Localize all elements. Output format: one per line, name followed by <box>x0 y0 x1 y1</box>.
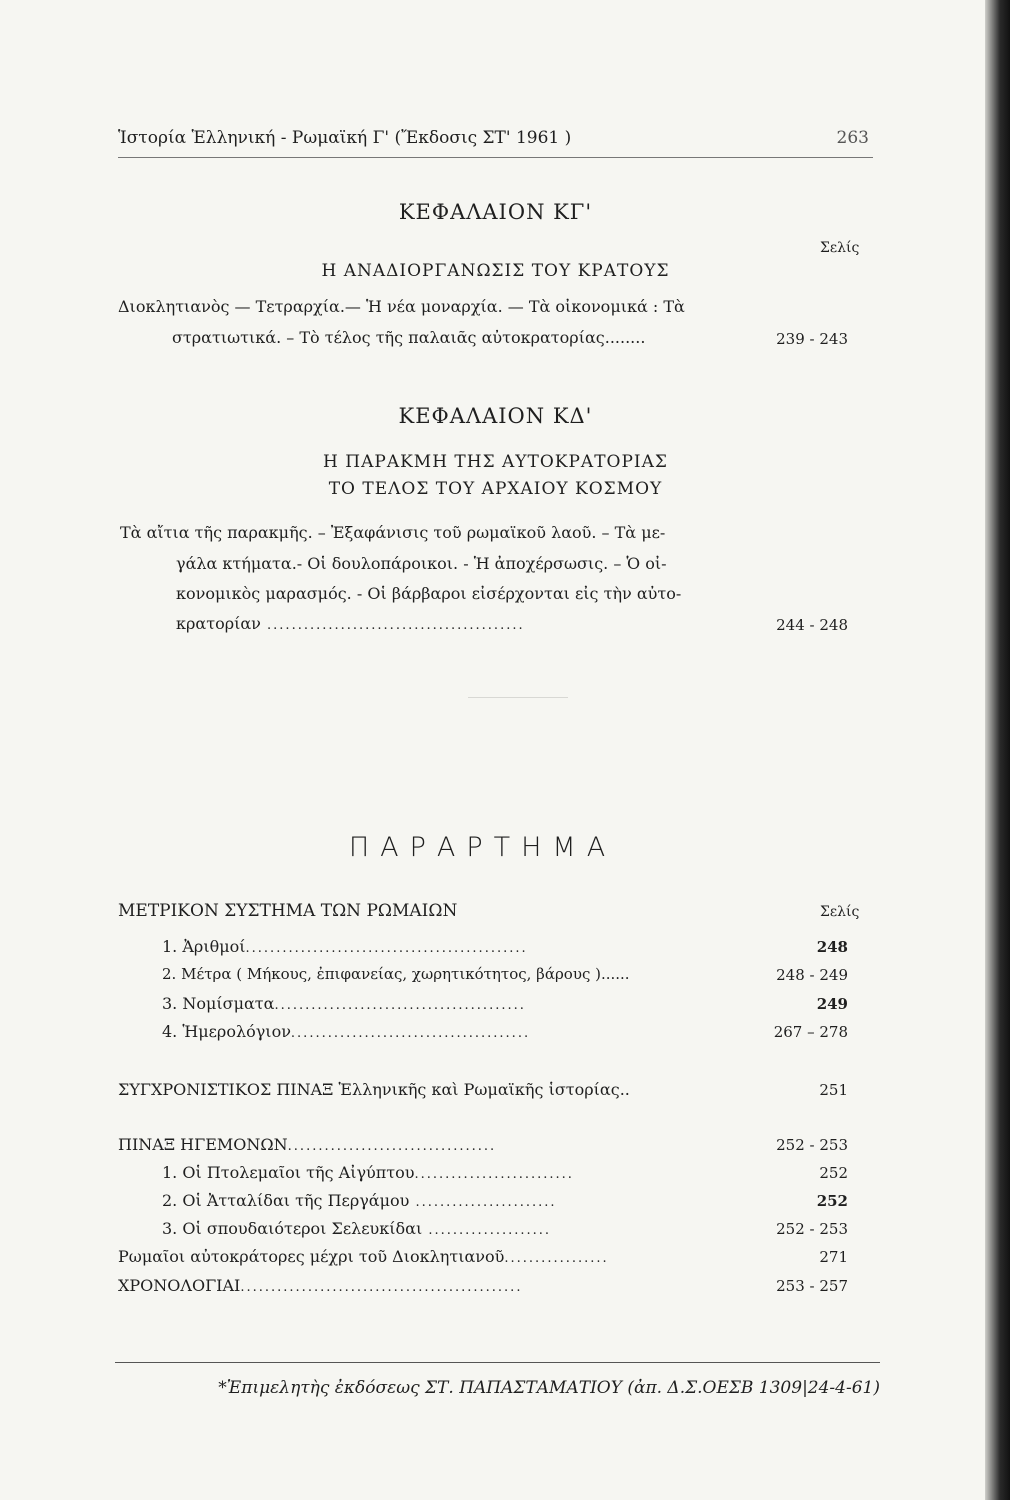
chapter-kd-heading: ΚΕΦΑΛΑΙΟΝ ΚΔ' <box>398 404 593 428</box>
metric-item-2: 2. Μέτρα ( Μήκους, ἐπιφανείας, χωρητικότητος, βάρους )...... <box>162 965 630 983</box>
metric-item-2-pages: 248 - 249 <box>776 966 848 984</box>
chronology-pages: 253 - 257 <box>776 1277 848 1295</box>
metric-item-1-pages: 248 <box>816 938 848 956</box>
running-header <box>118 128 873 148</box>
metric-title: ΜΕΤΡΙΚΟΝ ΣΥΣΤΗΜΑ ΤΩΝ ΡΩΜΑΙΩΝ <box>118 901 458 921</box>
page-edge-shadow <box>985 0 1010 1500</box>
rulers-item-2-pages: 252 <box>816 1192 848 1210</box>
chapter-kg-line-2: στρατιωτικά. – Τὸ τέλος τῆς παλαιᾶς αὐτοκρατορίας........ <box>172 328 646 347</box>
metric-item-3-pages: 249 <box>816 995 848 1013</box>
chapter-kg-heading: ΚΕΦΑΛΑΙΟΝ ΚΓ' <box>398 200 593 224</box>
chapter-kd-line-1: Τὰ αἴτια τῆς παρακμῆς. – Ἐξαφάνισις τοῦ ρωμαϊκοῦ λαοῦ. – Τὰ με- <box>120 523 666 542</box>
chapter-kg-pages-label: Σελίς <box>820 240 860 256</box>
rulers-item-3: 3. Οἱ σπουδαιότεροι Σελευκίδαι .................... <box>162 1219 552 1238</box>
rulers-item-3-pages: 252 - 253 <box>776 1220 848 1238</box>
chapter-kd-line-3: κονομικὸς μαρασμός. - Οἱ βάρβαροι εἰσέρχονται εἰς τὴν αὐτο- <box>176 584 682 603</box>
emperors-pages: 271 <box>819 1248 848 1266</box>
header-title: Ἱστορία Ἑλληνική - Ρωμαϊκή Γ' (Ἔκδοσις ΣΤ' 1961 ) <box>118 128 572 148</box>
chapter-kd-title-2: ΤΟ ΤΕΛΟΣ ΤΟΥ ΑΡΧΑΙΟΥ ΚΟΣΜΟΥ <box>328 479 663 499</box>
chapter-kg-title: Η ΑΝΑΔΙΟΡΓΑΝΩΣΙΣ ΤΟΥ ΚΡΑΤΟΥΣ <box>321 261 670 281</box>
chapter-kd-title-1: Η ΠΑΡΑΚΜΗ ΤΗΣ ΑΥΤΟΚΡΑΤΟΡΙΑΣ <box>323 452 668 472</box>
footer-rule <box>115 1362 880 1363</box>
metric-item-4: 4. Ἡμερολόγιον....................................... <box>162 1022 531 1041</box>
chapter-kd-pages: 244 - 248 <box>776 616 848 634</box>
chapter-kg-line-1: Διοκλητιανὸς — Τετραρχία.— Ἡ νέα μοναρχία. — Τὰ οἰκονομικά : Τὰ <box>118 297 685 316</box>
metric-item-3: 3. Νομίσματα......................................... <box>162 994 526 1013</box>
chapter-kg-pages: 239 - 243 <box>776 330 848 348</box>
metric-pages-label: Σελίς <box>820 904 860 920</box>
emperors-entry: Ρωμαῖοι αὐτοκράτορες μέχρι τοῦ Διοκλητιανοῦ................. <box>118 1247 609 1266</box>
rulers-table-entry: ΠΙΝΑΞ ΗΓΕΜΟΝΩΝ.................................. <box>118 1135 497 1154</box>
sync-table-pages: 251 <box>819 1081 848 1099</box>
rulers-item-1-pages: 252 <box>819 1164 848 1182</box>
rulers-table-pages: 252 - 253 <box>776 1136 848 1154</box>
metric-item-4-pages: 267 – 278 <box>773 1023 848 1041</box>
rulers-item-2: 2. Οἱ Ἀτταλίδαι τῆς Περγάμου ....................... <box>162 1191 557 1210</box>
header-rule <box>118 157 873 158</box>
chapter-kd-line-2: γάλα κτήματα.- Οἱ δουλοπάροικοι. - Ἡ ἀποχέρσωσις. – Ὁ οἰ- <box>176 554 667 573</box>
appendix-heading: ΠΑΡΑΡΤΗΜΑ <box>348 832 617 863</box>
rulers-item-1: 1. Οἱ Πτολεμαῖοι τῆς Αἰγύπτου.......................... <box>162 1163 574 1182</box>
sync-table-entry: ΣΥΓΧΡΟΝΙΣΤΙΚΟΣ ΠΙΝΑΞ Ἑλληνικῆς καὶ Ρωμαϊκῆς ἱστορίας.. <box>118 1080 630 1099</box>
section-divider <box>468 697 568 698</box>
page-number: 263 <box>836 128 869 148</box>
metric-item-1: 1. Ἀριθμοί.............................................. <box>162 937 528 956</box>
editor-footnote: *Ἐπιμελητὴς ἐκδόσεως ΣΤ. ΠΑΠΑΣΤΑΜΑΤΙΟΥ (ἀπ. Δ.Σ.ΟΕΣΒ 1309|24-4-61) <box>218 1378 880 1398</box>
chapter-kd-line-4: κρατορίαν .......................................... <box>176 614 525 633</box>
chronology-entry: ΧΡΟΝΟΛΟΓΙΑΙ.............................................. <box>118 1276 523 1295</box>
